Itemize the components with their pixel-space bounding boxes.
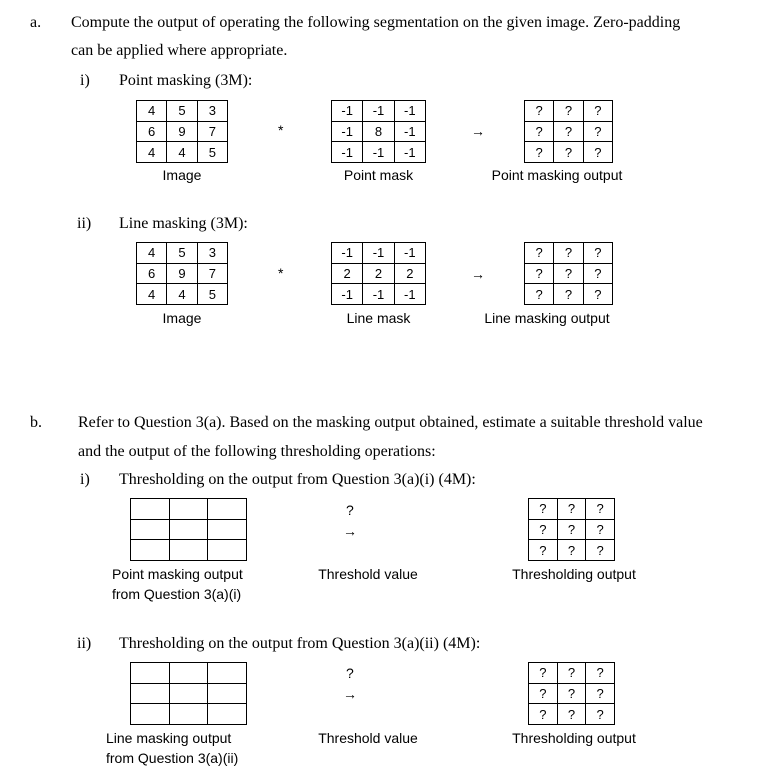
matrix-cell: ? <box>554 121 583 142</box>
matrix-cell: -1 <box>363 142 394 163</box>
question-a-marker: a. <box>30 14 42 31</box>
matrix-cell: ? <box>583 121 612 142</box>
matrix-cell: ? <box>586 704 615 725</box>
matrix-cell: ? <box>529 540 558 561</box>
threshold-symbol: ? <box>346 502 354 518</box>
matrix-cell: ? <box>557 704 586 725</box>
part-b-i-marker: i) <box>80 471 90 488</box>
matrix-cell: ? <box>554 284 583 305</box>
matrix-cell: ? <box>583 284 612 305</box>
convolution-operator: * <box>278 122 284 138</box>
part-a-ii-title: Line masking (3M): <box>119 215 248 232</box>
matrix-cell: 5 <box>197 284 227 305</box>
matrix-row <box>137 263 228 284</box>
matrix-cell: ? <box>586 683 615 704</box>
empty-cell <box>169 499 208 520</box>
matrix-cell: -1 <box>363 101 394 122</box>
point-image-matrix <box>136 100 228 163</box>
matrix-cell: -1 <box>394 101 425 122</box>
line-masking-input-grid <box>130 662 247 725</box>
matrix-cell: 3 <box>197 243 227 264</box>
question-a-text-line2: can be applied where appropriate. <box>71 42 288 59</box>
point-input-caption-line2: from Question 3(a)(i) <box>112 586 242 602</box>
empty-cell <box>131 704 170 725</box>
threshold-value-caption: Threshold value <box>318 730 418 746</box>
matrix-row <box>332 121 426 142</box>
matrix-cell: ? <box>529 663 558 684</box>
matrix-cell: 9 <box>167 121 197 142</box>
matrix-cell: -1 <box>332 284 363 305</box>
matrix-cell: ? <box>586 519 615 540</box>
matrix-cell: 4 <box>137 101 167 122</box>
matrix-row <box>529 499 615 520</box>
arrow-icon: → <box>343 523 357 539</box>
matrix-row <box>529 704 615 725</box>
matrix-cell: -1 <box>394 121 425 142</box>
empty-cell <box>131 663 170 684</box>
matrix-cell: ? <box>554 243 583 264</box>
matrix-cell: ? <box>586 540 615 561</box>
part-a-ii-marker: ii) <box>77 215 92 232</box>
matrix-row <box>137 243 228 264</box>
grid-row <box>131 663 247 684</box>
arrow-icon: → <box>471 123 485 139</box>
matrix-cell: 7 <box>197 263 227 284</box>
empty-cell <box>208 704 247 725</box>
empty-cell <box>131 683 170 704</box>
matrix-row <box>137 142 228 163</box>
empty-cell <box>208 519 247 540</box>
matrix-cell: 6 <box>137 121 167 142</box>
part-a-i-title: Point masking (3M): <box>119 72 253 89</box>
empty-cell <box>208 499 247 520</box>
matrix-cell: -1 <box>394 284 425 305</box>
matrix-row <box>525 121 613 142</box>
matrix-cell: -1 <box>332 142 363 163</box>
point-output-matrix <box>524 100 613 163</box>
matrix-row <box>332 263 426 284</box>
grid-row <box>131 499 247 520</box>
point-masking-input-grid <box>130 498 247 561</box>
image-caption: Image <box>162 310 202 326</box>
empty-cell <box>131 519 170 540</box>
empty-cell <box>169 519 208 540</box>
matrix-cell: ? <box>525 142 554 163</box>
matrix-cell: 4 <box>137 142 167 163</box>
matrix-row <box>137 284 228 305</box>
empty-cell <box>169 663 208 684</box>
matrix-row <box>525 263 613 284</box>
matrix-row <box>137 121 228 142</box>
matrix-cell: ? <box>583 101 612 122</box>
point-mask-caption: Point mask <box>343 167 414 183</box>
matrix-row <box>525 284 613 305</box>
arrow-icon: → <box>471 266 485 282</box>
matrix-cell: ? <box>529 499 558 520</box>
matrix-row <box>525 142 613 163</box>
thresholding-output-caption: Thresholding output <box>512 566 636 582</box>
matrix-row <box>529 519 615 540</box>
matrix-row <box>332 284 426 305</box>
line-mask-caption: Line mask <box>346 310 411 326</box>
line-output-caption: Line masking output <box>484 310 610 326</box>
matrix-cell: 8 <box>363 121 394 142</box>
matrix-row <box>525 101 613 122</box>
grid-row <box>131 704 247 725</box>
matrix-cell: 6 <box>137 263 167 284</box>
image-caption: Image <box>162 167 202 183</box>
line-input-caption-line2: from Question 3(a)(ii) <box>106 750 239 766</box>
matrix-cell: ? <box>525 101 554 122</box>
matrix-cell: -1 <box>363 284 394 305</box>
matrix-cell: ? <box>583 263 612 284</box>
part-b-ii-title: Thresholding on the output from Question 3(a)(ii) (4M): <box>119 635 481 652</box>
grid-row <box>131 540 247 561</box>
matrix-row <box>332 243 426 264</box>
matrix-cell: 4 <box>167 284 197 305</box>
matrix-cell: 4 <box>137 243 167 264</box>
question-a-text-line1: Compute the output of operating the following segmentation on the given image. Zero-padding <box>71 14 681 31</box>
matrix-cell: 3 <box>197 101 227 122</box>
matrix-cell: 5 <box>167 101 197 122</box>
matrix-cell: ? <box>557 499 586 520</box>
matrix-cell: ? <box>557 519 586 540</box>
matrix-cell: ? <box>529 519 558 540</box>
matrix-cell: 5 <box>197 142 227 163</box>
matrix-row <box>137 101 228 122</box>
matrix-cell: -1 <box>394 243 425 264</box>
matrix-cell: ? <box>529 704 558 725</box>
matrix-row <box>529 540 615 561</box>
matrix-cell: ? <box>525 121 554 142</box>
empty-cell <box>131 540 170 561</box>
matrix-cell: ? <box>554 101 583 122</box>
matrix-row <box>529 683 615 704</box>
matrix-cell: ? <box>525 243 554 264</box>
matrix-cell: 2 <box>332 263 363 284</box>
matrix-cell: ? <box>557 663 586 684</box>
matrix-cell: ? <box>554 263 583 284</box>
matrix-cell: 9 <box>167 263 197 284</box>
thresholding-output-caption: Thresholding output <box>512 730 636 746</box>
empty-cell <box>131 499 170 520</box>
matrix-cell: 5 <box>167 243 197 264</box>
matrix-cell: ? <box>557 683 586 704</box>
arrow-icon: → <box>343 686 357 702</box>
matrix-cell: -1 <box>332 121 363 142</box>
question-b-text-line1: Refer to Question 3(a). Based on the masking output obtained, estimate a suitable threshold value <box>78 414 703 431</box>
matrix-cell: -1 <box>363 243 394 264</box>
empty-cell <box>208 663 247 684</box>
line-input-caption-line1: Line masking output <box>106 730 232 746</box>
matrix-cell: ? <box>525 263 554 284</box>
matrix-cell: ? <box>586 499 615 520</box>
matrix-cell: -1 <box>332 101 363 122</box>
matrix-cell: 2 <box>363 263 394 284</box>
question-b-marker: b. <box>30 414 42 431</box>
line-image-matrix <box>136 242 228 305</box>
point-mask-matrix <box>331 100 426 163</box>
line-mask-matrix <box>331 242 426 305</box>
thresholding-output-matrix <box>528 662 615 725</box>
matrix-row <box>529 663 615 684</box>
matrix-cell: 4 <box>167 142 197 163</box>
matrix-cell: ? <box>557 540 586 561</box>
grid-row <box>131 519 247 540</box>
matrix-cell: 2 <box>394 263 425 284</box>
point-output-caption: Point masking output <box>491 167 623 183</box>
matrix-cell: -1 <box>332 243 363 264</box>
matrix-cell: ? <box>583 142 612 163</box>
matrix-cell: 4 <box>137 284 167 305</box>
matrix-row <box>332 142 426 163</box>
matrix-cell: ? <box>583 243 612 264</box>
empty-cell <box>169 540 208 561</box>
point-input-caption-line1: Point masking output <box>112 566 243 582</box>
line-output-matrix <box>524 242 613 305</box>
matrix-cell: ? <box>529 683 558 704</box>
empty-cell <box>169 683 208 704</box>
matrix-cell: ? <box>554 142 583 163</box>
thresholding-output-matrix <box>528 498 615 561</box>
matrix-row <box>525 243 613 264</box>
matrix-cell: ? <box>525 284 554 305</box>
matrix-row <box>332 101 426 122</box>
empty-cell <box>208 683 247 704</box>
grid-row <box>131 683 247 704</box>
part-b-i-title: Thresholding on the output from Question 3(a)(i) (4M): <box>119 471 476 488</box>
empty-cell <box>208 540 247 561</box>
part-b-ii-marker: ii) <box>77 635 92 652</box>
convolution-operator: * <box>278 265 284 281</box>
question-b-text-line2: and the output of the following thresholding operations: <box>78 443 436 460</box>
threshold-symbol: ? <box>346 665 354 681</box>
threshold-value-caption: Threshold value <box>318 566 418 582</box>
empty-cell <box>169 704 208 725</box>
matrix-cell: ? <box>586 663 615 684</box>
part-a-i-marker: i) <box>80 72 90 89</box>
matrix-cell: 7 <box>197 121 227 142</box>
matrix-cell: -1 <box>394 142 425 163</box>
